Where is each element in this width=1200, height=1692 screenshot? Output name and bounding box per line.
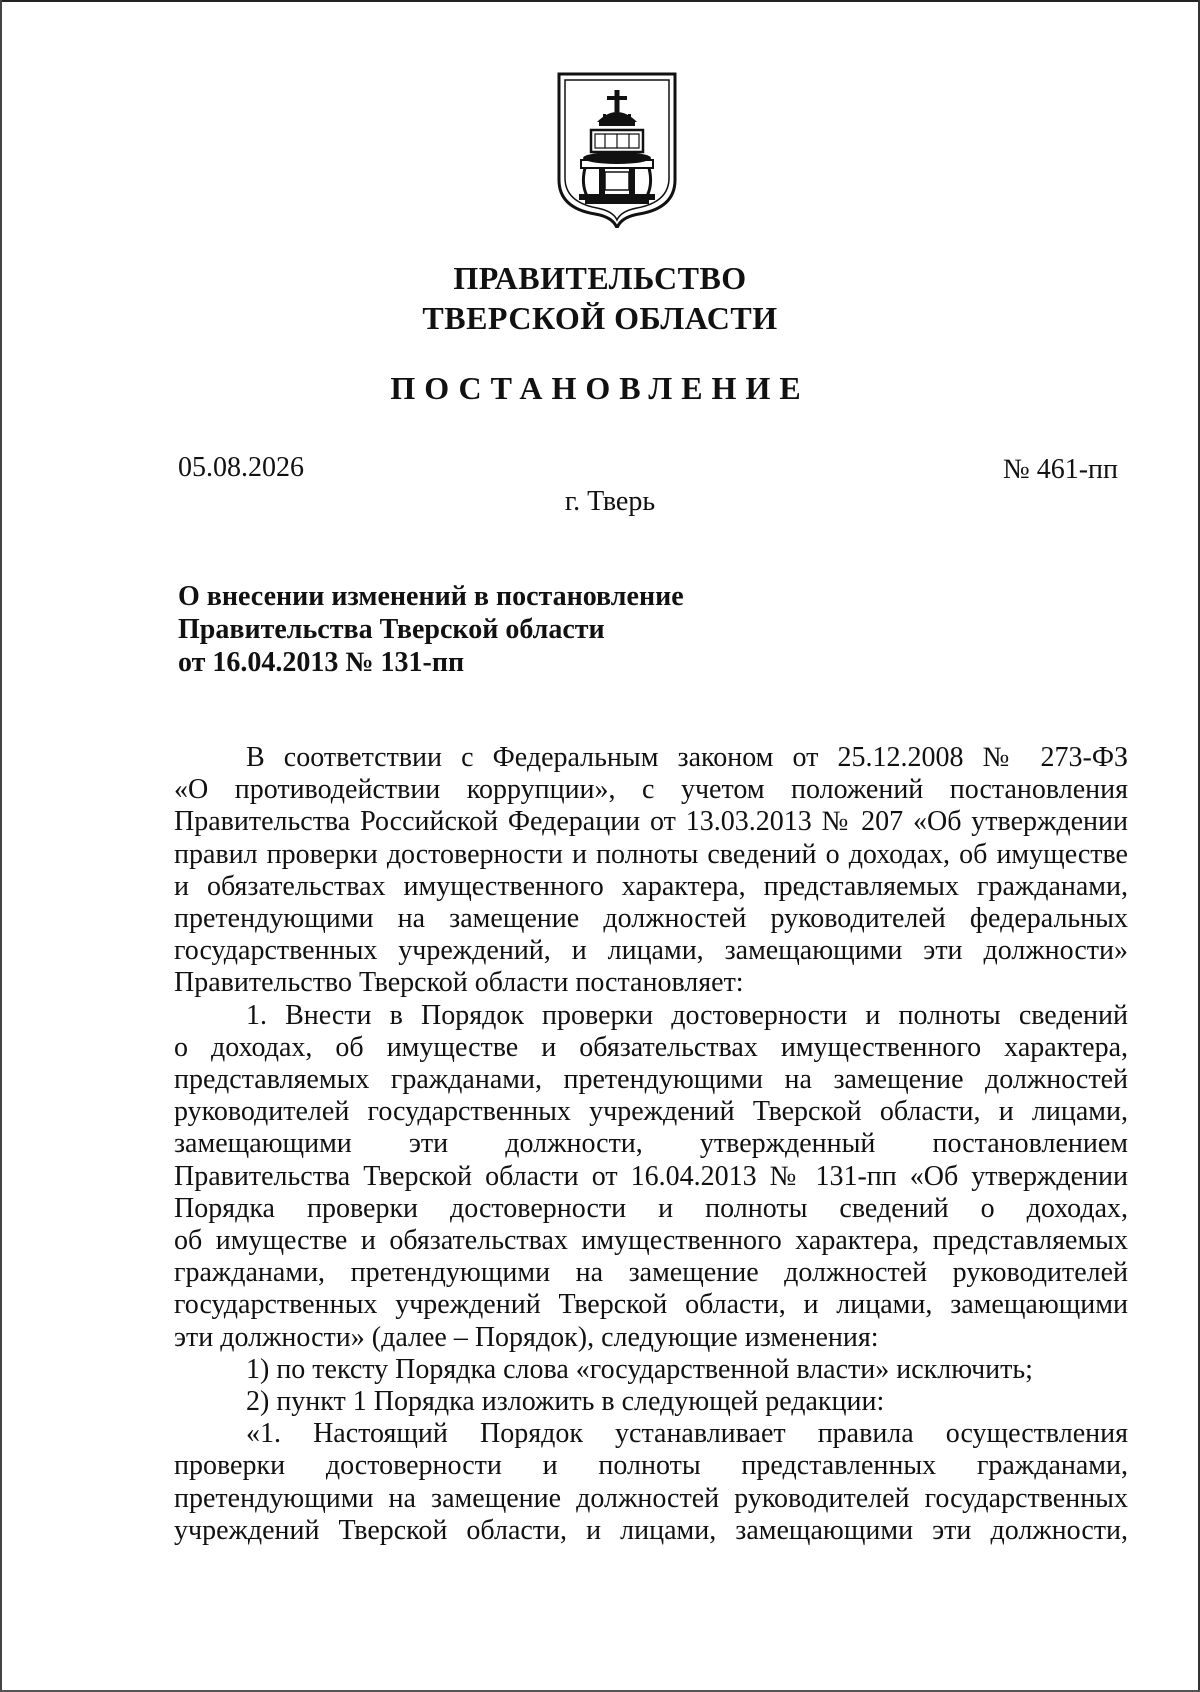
body-line: эти должности» (далее – Порядок), следующие изменения: [174, 1321, 879, 1353]
body-line: замещающими эти должности, утвержденный постановлением [174, 1128, 1128, 1160]
body-line: государственных учреждений, и лицами, замещающими эти должности» [174, 935, 1128, 967]
subject-line: от 16.04.2013 № 131-пп [178, 647, 465, 678]
document-type: ПОСТАНОВЛЕНИЕ [390, 370, 810, 406]
body-line: Правительства Тверской области от 16.04.2013 № 131-пп «Об утверждении [174, 1160, 1128, 1192]
document-subject [178, 580, 878, 679]
body-line: государственных учреждений Тверской области, и лицами, замещающими [174, 1289, 1128, 1321]
organization-title [300, 258, 900, 338]
subject-line: О внесении изменений в постановление [178, 581, 684, 612]
document-number: № 461-пп [1002, 454, 1118, 485]
body-line: Правительства Российской Федерации от 13.03.2013 № 207 «Об утверждении [174, 806, 1128, 838]
body-line: В соответствии с Федеральным законом от 25.12.2008 № 273-ФЗ [246, 742, 1128, 773]
scan-edge-left [0, 0, 2, 1692]
body-line: гражданами, претендующими на замещение должностей руководителей [174, 1257, 1128, 1289]
body-line: учреждений Тверской области, и лицами, замещающими эти должности, [174, 1514, 1128, 1546]
scan-edge-top [0, 0, 1200, 2]
document-city: г. Тверь [564, 486, 656, 517]
body-line: представляемых гражданами, претендующими на замещение должностей [174, 1064, 1128, 1096]
body-line: претендующими на замещение должностей руководителей федеральных [174, 903, 1128, 935]
body-line: «О противодействии коррупции», с учетом положений постановления [174, 774, 1128, 806]
organization-title-line2: ТВЕРСКОЙ ОБЛАСТИ [422, 300, 778, 336]
body-line: и обязательствах имущественного характера, представляемых гражданами, [174, 870, 1128, 902]
body-line: «1. Настоящий Порядок устанавливает правила осуществления [246, 1418, 1128, 1450]
body-line: о доходах, об имуществе и обязательствах имущественного характера, [174, 1031, 1128, 1063]
body-line: Порядка проверки достоверности и полноты сведений о доходах, [174, 1192, 1128, 1224]
body-line: 2) пункт 1 Порядка изложить в следующей редакции: [246, 1386, 885, 1418]
subject-line: Правительства Тверской области [178, 614, 605, 645]
tver-coat-of-arms-icon [555, 72, 679, 228]
body-line: претендующими на замещение должностей руководителей государственных [174, 1482, 1128, 1514]
document-date: 05.08.2026 [178, 452, 304, 483]
body-line: Правительство Тверской области постановляет: [174, 967, 744, 999]
body-line: об имуществе и обязательствах имущественного характера, представляемых [174, 1225, 1128, 1257]
body-line: проверки достоверности и полноты представленных гражданами, [174, 1450, 1128, 1482]
body-line: правил проверки достоверности и полноты сведений о доходах, об имуществе [174, 838, 1128, 870]
document-body [174, 742, 1128, 1547]
organization-title-line1: ПРАВИТЕЛЬСТВО [453, 260, 747, 296]
body-line: 1. Внести в Порядок проверки достоверности и полноты сведений [246, 999, 1128, 1031]
body-line: 1) по тексту Порядка слова «государственной власти» исключить; [246, 1353, 1033, 1385]
body-line: руководителей государственных учреждений Тверской области, и лицами, [174, 1096, 1128, 1128]
